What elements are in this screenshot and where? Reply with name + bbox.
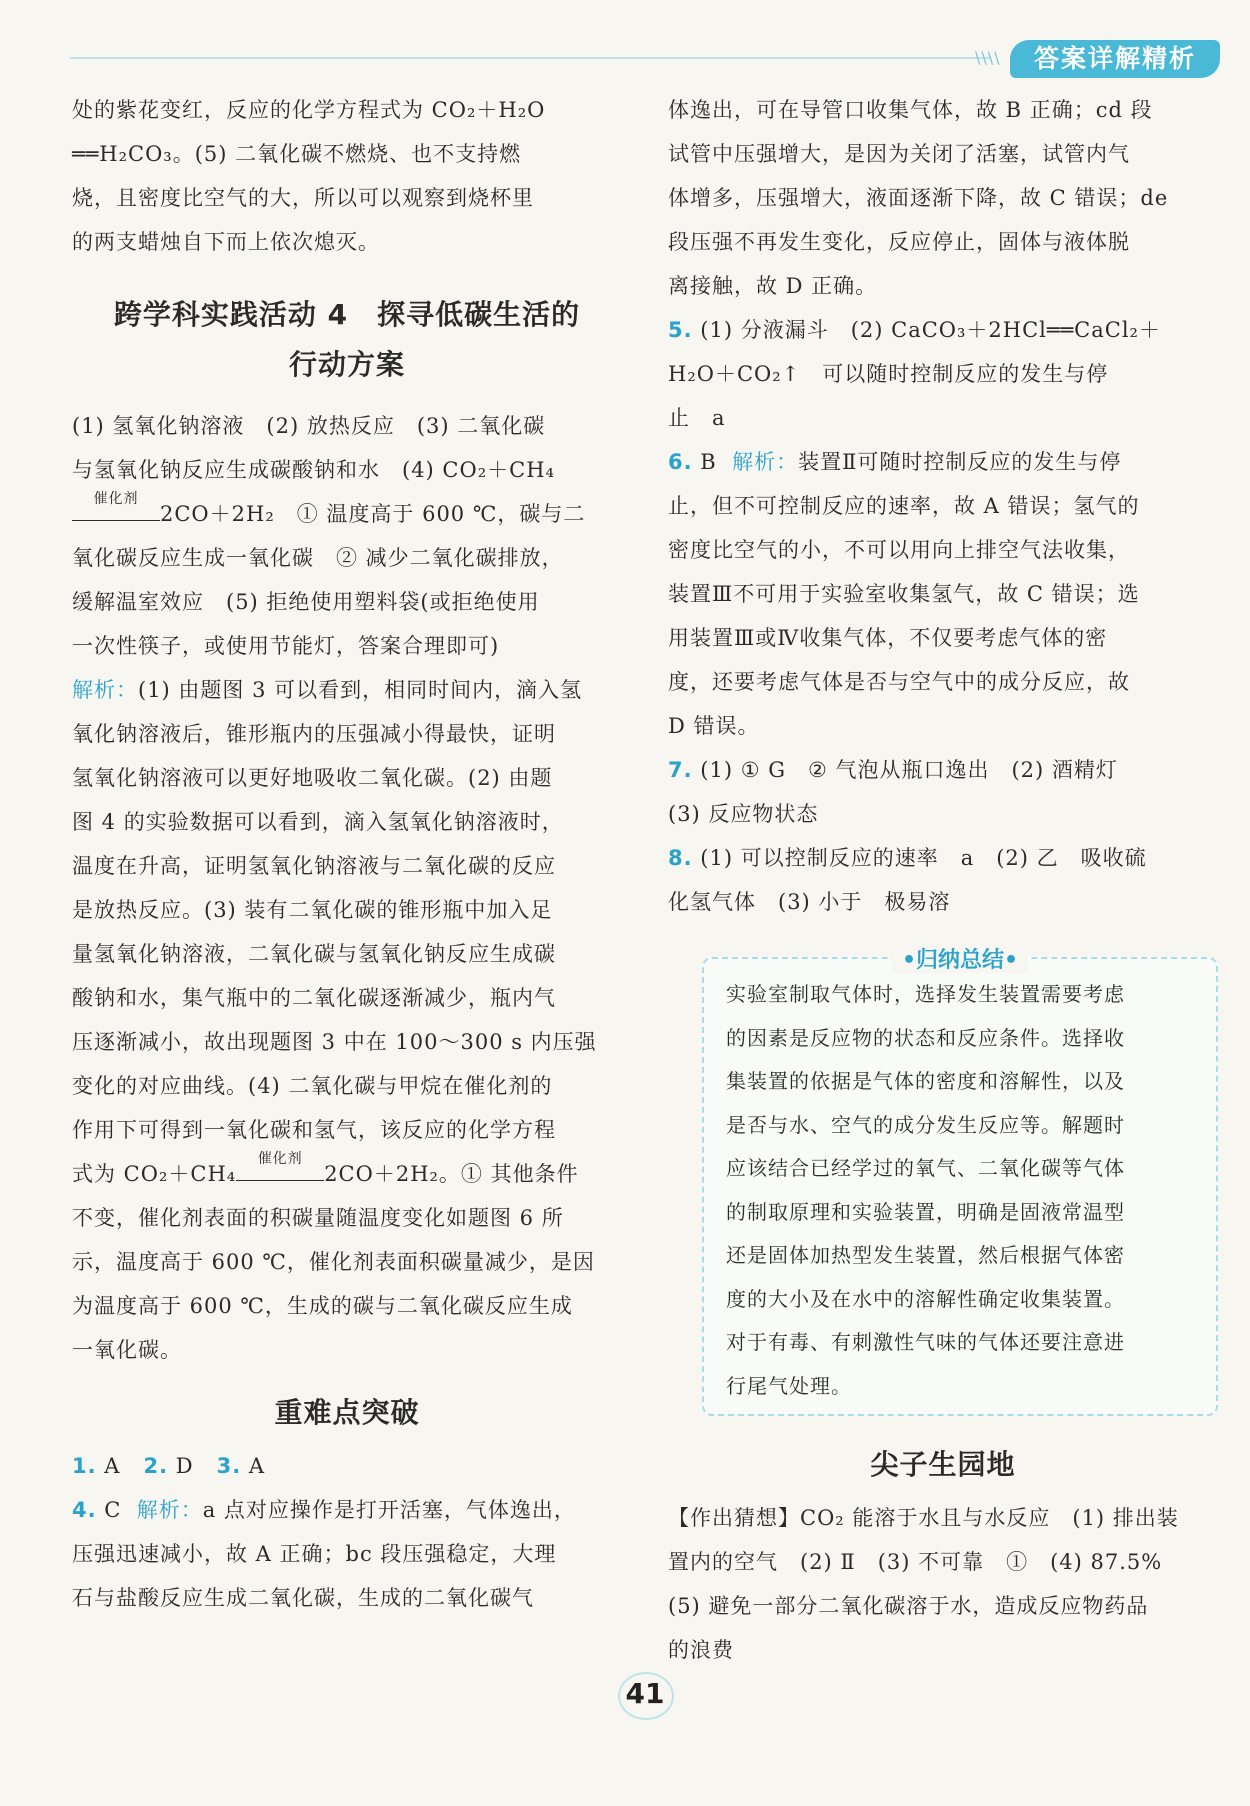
question-number: 3. — [216, 1454, 242, 1478]
analysis-line: 压逐渐减小，故出现题图 3 中在 100～300 s 内压强 — [72, 1030, 597, 1054]
activity-title-line-1: 跨学科实践活动 4 探寻低碳生活的 — [113, 298, 581, 331]
q5-line: 止 a — [668, 406, 726, 430]
answer-line: 与氢氧化钠反应生成碳酸钠和水 (4) CO₂＋CH₄ — [72, 458, 555, 482]
answer-value: B — [700, 450, 717, 474]
catalyst-arrow — [236, 1151, 324, 1181]
summary-box — [702, 948, 1218, 1416]
answer-value: A — [104, 1454, 121, 1478]
summary-line: 的制取原理和实验装置，明确是固液常温型 — [726, 1199, 1125, 1224]
answer-equation-line — [72, 492, 622, 536]
analysis-line: 作用下可得到一氧化碳和氢气，该反应的化学方程 — [72, 1118, 556, 1142]
summary-line: 集装置的依据是气体的密度和溶解性，以及 — [726, 1069, 1125, 1093]
question-number: 6. — [668, 450, 693, 474]
analysis-line: 是放热反应。(3) 装有二氧化碳的锥形瓶中加入足 — [72, 898, 553, 922]
analysis-line: 温度在升高，证明氢氧化钠溶液与二氧化碳的反应 — [72, 854, 556, 878]
analysis-line: 变化的对应曲线。(4) 二氧化碳与甲烷在催化剂的 — [72, 1074, 553, 1098]
answer-line: (1) 氢氧化钠溶液 (2) 放热反应 (3) 二氧化碳 — [72, 414, 546, 438]
answer-text: (1) 分液漏斗 (2) CaCO₃＋2HCl══CaCl₂＋ — [700, 318, 1161, 342]
section-title-difficult: 重难点突破 — [274, 1396, 420, 1429]
equation-tail: 2CO＋2H₂ ① 温度高于 600 ℃，碳与二 — [160, 502, 586, 526]
summary-line: 对于有毒、有刺激性气味的气体还要注意进 — [726, 1330, 1125, 1354]
summary-line: 行尾气处理。 — [726, 1373, 852, 1398]
summary-line: 应该结合已经学过的氧气、二氧化碳等气体 — [726, 1156, 1125, 1180]
garden-section — [668, 1440, 1218, 1672]
q8-line — [668, 836, 1218, 880]
analysis-line: 示，温度高于 600 ℃，催化剂表面积碳量减少，是因 — [72, 1250, 595, 1274]
q5-line — [668, 308, 1218, 352]
analysis-line: 氢氧化钠溶液可以更好地吸收二氧化碳。(2) 由题 — [72, 766, 553, 790]
analysis-line: 酸钠和水，集气瓶中的二氧化碳逐渐减少，瓶内气 — [72, 986, 556, 1010]
equation-tail: 2CO＋2H₂。① 其他条件 — [324, 1162, 579, 1186]
section-title-garden: 尖子生园地 — [870, 1448, 1016, 1481]
analysis-line: 一氧化碳。 — [72, 1338, 182, 1362]
answer-value: C — [104, 1498, 122, 1522]
answers-1-3 — [72, 1444, 622, 1488]
q6-line: 度，还要考虑气体是否与空气中的成分反应，故 — [668, 670, 1130, 694]
right-column — [668, 88, 1218, 924]
summary-text — [726, 973, 1196, 1408]
analysis-line: 图 4 的实验数据可以看到，滴入氢氧化钠溶液时， — [72, 810, 564, 834]
question-number: 4. — [72, 1498, 97, 1522]
answer-line: 缓解温室效应 (5) 拒绝使用塑料袋(或拒绝使用 — [72, 590, 540, 614]
analysis-equation-line — [72, 1152, 622, 1196]
answer-value: A — [248, 1454, 266, 1478]
activity-title-line-2: 行动方案 — [288, 348, 405, 381]
analysis-line: 不变，催化剂表面的积碳量随温度变化如题图 6 所 — [72, 1206, 564, 1230]
q4-line: 石与盐酸反应生成二氧化碳，生成的二氧化碳气 — [72, 1586, 534, 1610]
text-line: 处的紫花变红，反应的化学方程式为 CO₂＋H₂O — [72, 98, 546, 122]
analysis-line: 为温度高于 600 ℃，生成的碳与二氧化碳反应生成 — [72, 1294, 573, 1318]
intro-block — [72, 88, 622, 264]
catalyst-label: 催化剂 — [257, 1151, 303, 1167]
summary-title: •归纳总结• — [704, 943, 1216, 974]
question-number: 2. — [143, 1454, 169, 1478]
analysis-text: (1) 由题图 3 可以看到，相同时间内，滴入氢 — [138, 678, 583, 702]
question-number: 5. — [668, 318, 693, 342]
q7-line — [668, 748, 1218, 792]
garden-line: 置内的空气 (2) Ⅱ (3) 不可靠 ① (4) 87.5% — [668, 1550, 1163, 1574]
q6-line: 密度比空气的小，不可以用向上排空气法收集， — [668, 538, 1130, 562]
q4-continued-line: 离接触，故 D 正确。 — [668, 274, 878, 298]
answer-text: (1) 可以控制反应的速率 a (2) 乙 吸收硫 — [700, 846, 1147, 870]
summary-line: 度的大小及在水中的溶解性确定收集装置。 — [726, 1286, 1125, 1311]
equation-head: 式为 CO₂＋CH₄ — [72, 1162, 237, 1186]
q4-continued-line: 体增多，压强增大，液面逐渐下降，故 C 错误；de — [668, 186, 1169, 210]
catalyst-arrow — [72, 491, 160, 521]
garden-line: (5) 避免一部分二氧化碳溶于水，造成反应物药品 — [668, 1594, 1149, 1618]
text-line: ══H₂CO₃。(5) 二氧化碳不燃烧、也不支持燃 — [72, 142, 522, 166]
page-number: 41 — [610, 1670, 680, 1718]
summary-line: 的因素是反应物的状态和反应条件。选择收 — [726, 1025, 1125, 1050]
q7-line: (3) 反应物状态 — [668, 802, 819, 826]
analysis-first-line — [72, 668, 622, 712]
q6-first-line — [668, 440, 1218, 484]
left-column — [72, 88, 622, 1620]
q4-line: 压强迅速减小，故 A 正确；bc 段压强稳定，大理 — [72, 1542, 557, 1566]
catalyst-label: 催化剂 — [93, 491, 139, 507]
q4-continued-line: 试管中压强增大，是因为关闭了活塞，试管内气 — [668, 142, 1130, 166]
analysis-line: 氧化钠溶液后，锥形瓶内的压强减小得最快，证明 — [72, 722, 556, 746]
garden-line: 的浪费 — [668, 1638, 734, 1662]
answer-line: 氧化碳反应生成一氧化碳 ② 减少二氧化碳排放， — [72, 546, 564, 570]
answer-line: 一次性筷子，或使用节能灯，答案合理即可) — [72, 634, 500, 658]
garden-line: 【作出猜想】CO₂ 能溶于水且与水反应 (1) 排出装 — [668, 1506, 1179, 1530]
q5-line: H₂O＋CO₂↑ 可以随时控制反应的发生与停 — [668, 362, 1109, 386]
answer-value: D — [175, 1454, 194, 1478]
question-number: 1. — [72, 1454, 97, 1478]
header-ticks: \\\\ — [975, 48, 1001, 67]
q4-first-line — [72, 1488, 622, 1532]
q6-line: 用装置Ⅲ或Ⅳ收集气体，不仅要考虑气体的密 — [668, 626, 1108, 650]
q8-line: 化氢气体 (3) 小于 极易溶 — [668, 890, 951, 914]
q6-line: 装置Ⅲ不可用于实验室收集氢气，故 C 错误；选 — [668, 582, 1140, 606]
summary-line: 还是固体加热型发生装置，然后根据气体密 — [726, 1243, 1125, 1267]
analysis-text: a 点对应操作是打开活塞，气体逸出， — [202, 1498, 576, 1522]
text-line: 的两支蜡烛自下而上依次熄灭。 — [72, 230, 380, 254]
q4-continued-line: 段压强不再发生变化，反应停止，固体与液体脱 — [668, 230, 1130, 254]
analysis-text: 装置Ⅱ可随时控制反应的发生与停 — [798, 450, 1122, 474]
header-rule — [70, 57, 990, 59]
analysis-label: 解析： — [136, 1498, 203, 1522]
question-number: 7. — [668, 758, 693, 782]
header-badge: 答案详解精析 — [1010, 40, 1220, 78]
answer-text: (1) ① G ② 气泡从瓶口逸出 (2) 酒精灯 — [700, 758, 1118, 782]
q6-line: 止，但不可控制反应的速率，故 A 错误；氢气的 — [668, 494, 1140, 518]
q6-line: D 错误。 — [668, 714, 760, 738]
analysis-label: 解析： — [732, 450, 799, 474]
text-line: 烧，且密度比空气的大，所以可以观察到烧杯里 — [72, 186, 534, 210]
analysis-label: 解析： — [72, 678, 138, 702]
analysis-line: 量氢氧化钠溶液，二氧化碳与氢氧化钠反应生成碳 — [72, 942, 556, 966]
q4-continued-line: 体逸出，可在导管口收集气体，故 B 正确；cd 段 — [668, 98, 1153, 122]
question-number: 8. — [668, 846, 693, 870]
summary-line: 实验室制取气体时，选择发生装置需要考虑 — [726, 982, 1125, 1006]
summary-line: 是否与水、空气的成分发生反应等。解题时 — [726, 1112, 1125, 1137]
